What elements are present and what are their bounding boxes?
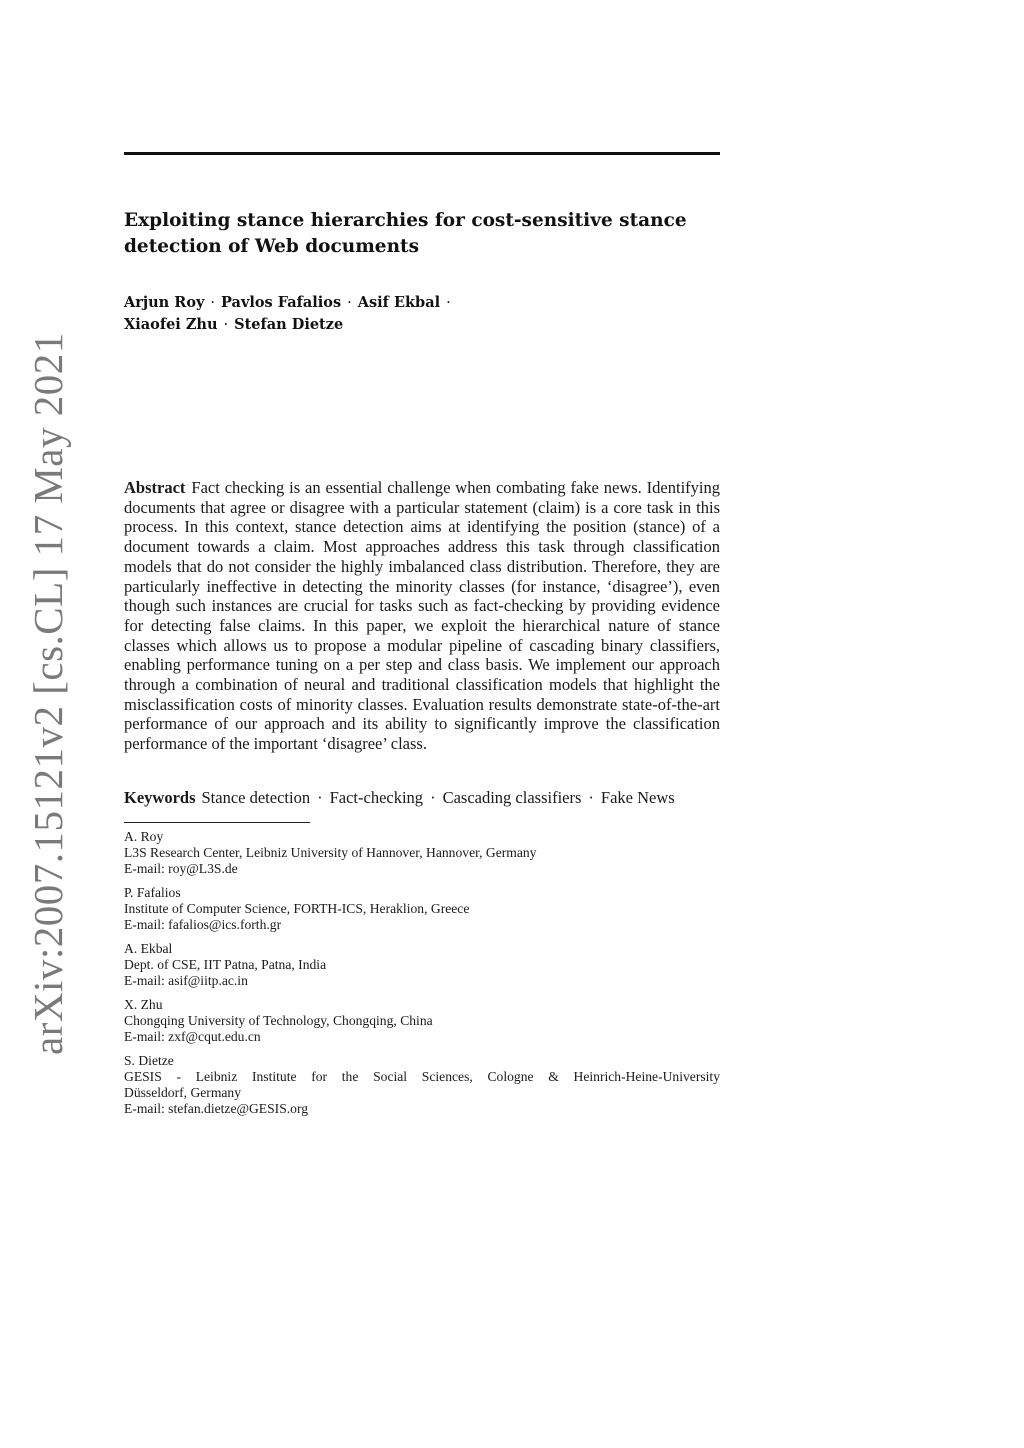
- affiliation-fafalios: [124, 885, 720, 933]
- abstract-text: Fact checking is an essential challenge when combating fake news. Identifying documents that agree or disagree with a particular statement (claim) is a core task in this process. In this context, stance detection aims at identifying the position (stance) of a document towards a claim. Most approaches address this task through classification models that do not consider the highly imbalanced class distribution. Therefore, they are particularly ineffective in detecting the minority classes (for instance, ‘disagree’), even though such instances are crucial for tasks such as fact-checking by providing evidence for detecting false claims. In this paper, we exploit the hierarchical nature of stance classes which allows us to propose a modular pipeline of cascading binary classifiers, enabling performance tuning on a per step and class basis. We implement our approach through a combination of neural and traditional classification models that highlight the misclassification costs of minority classes. Evaluation results demonstrate state-of-the-art performance of our approach and its ability to significantly improve the classification performance of the important ‘disagree’ class.: [124, 478, 720, 754]
- affiliations: [124, 829, 720, 1125]
- author-name: Pavlos Fafalios: [221, 294, 342, 311]
- author-separator: ·: [347, 295, 352, 311]
- arxiv-identifier: arXiv:2007.15121v2 [cs.CL] 17 May 2021: [25, 332, 71, 1055]
- affiliation-ekbal: [124, 941, 720, 989]
- footnote-rule: [124, 822, 310, 823]
- affiliation-email: E-mail: stefan.dietze@GESIS.org: [124, 1101, 309, 1116]
- affiliation-institution: Chongqing University of Technology, Chongqing, China: [124, 1013, 433, 1028]
- affiliation-email: E-mail: asif@iitp.ac.in: [124, 973, 248, 988]
- affiliation-institution: Institute of Computer Science, FORTH-ICS, Heraklion, Greece: [124, 901, 470, 916]
- affiliation-author: P. Fafalios: [124, 885, 181, 900]
- affiliation-author: X. Zhu: [124, 997, 163, 1012]
- author-separator: ·: [223, 317, 229, 333]
- keywords-label: Keywords: [124, 788, 196, 807]
- title-rule: [124, 152, 720, 155]
- keyword: Stance detection: [201, 788, 311, 807]
- keyword-separator: ·: [430, 788, 436, 807]
- keyword: Fake News: [600, 788, 675, 807]
- affiliation-roy: [124, 829, 720, 877]
- keyword: Fact-checking: [329, 788, 424, 807]
- paper-title: Exploiting stance hierarchies for cost-sensitive stance detection of Web documents: [124, 210, 687, 257]
- affiliation-author: A. Roy: [124, 829, 164, 844]
- affiliation-dietze: [124, 1053, 720, 1117]
- affiliation-zhu: [124, 997, 720, 1045]
- keyword-separator: ·: [588, 788, 594, 807]
- affiliation-institution: L3S Research Center, Leibniz University of Hannover, Hannover, Germany: [124, 845, 537, 860]
- author-name: Stefan Dietze: [234, 316, 344, 333]
- keyword: Cascading classifiers: [442, 788, 582, 807]
- affiliation-email: E-mail: fafalios@ics.forth.gr: [124, 917, 282, 932]
- affiliation-institution: GESIS - Leibniz Institute for the Social Sciences, Cologne & Heinrich-Heine-University: [124, 1069, 720, 1084]
- author-name: Asif Ekbal: [357, 294, 441, 311]
- affiliation-author: A. Ekbal: [124, 941, 173, 956]
- affiliation-email: E-mail: roy@L3S.de: [124, 861, 238, 876]
- author-name: Xiaofei Zhu: [124, 316, 218, 333]
- affiliation-author: S. Dietze: [124, 1053, 174, 1068]
- keyword-separator: ·: [317, 788, 323, 807]
- abstract-label: Abstract: [124, 478, 186, 497]
- affiliation-email: E-mail: zxf@cqut.edu.cn: [124, 1029, 261, 1044]
- author-name: Arjun Roy: [124, 294, 205, 311]
- author-list: [124, 292, 724, 336]
- affiliation-institution-cont: Düsseldorf, Germany: [124, 1085, 242, 1100]
- author-separator: ·: [446, 295, 451, 311]
- author-separator: ·: [210, 295, 216, 311]
- keywords: [124, 788, 720, 808]
- affiliation-institution: Dept. of CSE, IIT Patna, Patna, India: [124, 957, 327, 972]
- abstract: [124, 478, 720, 754]
